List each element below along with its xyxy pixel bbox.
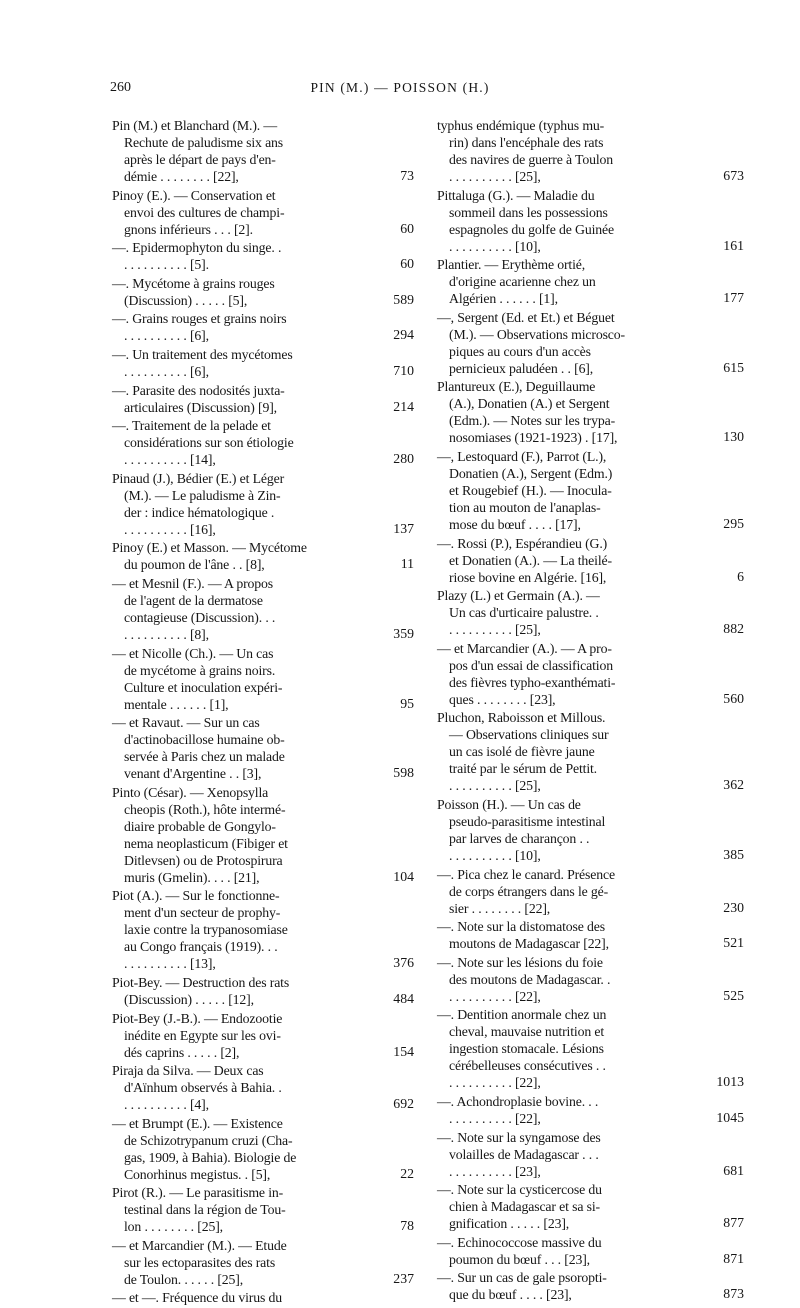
- entry-line: chien à Madagascar et sa si-: [449, 1199, 600, 1215]
- index-entry: [437, 709, 744, 794]
- entry-line: laxie contre la trypanosomiase: [124, 922, 288, 938]
- entry-line: de l'agent de la dermatose: [124, 592, 263, 608]
- entry-line: . . . . . . . . . . [25],: [449, 169, 541, 184]
- entry-line: —. Sur un cas de gale psoropti-: [437, 1270, 607, 1286]
- page-header: [0, 80, 800, 100]
- entry-line: —. Note sur la cysticercose du: [437, 1182, 602, 1198]
- page-reference: 692: [393, 1096, 414, 1112]
- page-reference: 161: [723, 237, 744, 253]
- entry-line: nema neoplasticum (Fibiger et: [124, 835, 288, 851]
- entry-line: du poumon de l'âne . . [8],: [124, 557, 265, 573]
- entry-line: contagieuse (Discussion). . .: [124, 609, 276, 625]
- entry-line: — et —. Fréquence du virus du: [112, 1290, 282, 1306]
- entry-line: —. Dentition anormale chez un: [437, 1007, 607, 1023]
- entry-line: et Rougebief (H.). — Inocula-: [449, 482, 612, 498]
- entry-line: cheval, mauvaise nutrition et: [449, 1024, 605, 1040]
- page-reference: 177: [723, 290, 744, 306]
- index-entry: [112, 417, 414, 468]
- entry-line: Poisson (H.). — Un cas de: [437, 796, 581, 812]
- entry-line: et Donatien (A.). — La theilé-: [449, 552, 612, 568]
- page-reference: 521: [723, 935, 744, 951]
- entry-line: sier . . . . . . . . [22],: [449, 900, 551, 916]
- index-entry: [437, 1269, 744, 1303]
- entry-line: Piot-Bey. — Destruction des rats: [112, 974, 290, 990]
- entry-line: —. Achondroplasie bovine. . .: [437, 1093, 599, 1109]
- entry-line: de corps étrangers dans le gé-: [449, 883, 609, 899]
- page-reference: 137: [393, 520, 414, 536]
- index-entry: [112, 346, 414, 380]
- entry-line: considérations sur son étiologie: [124, 435, 294, 451]
- page-reference: 525: [723, 987, 744, 1003]
- entry-line: der : indice hématologique .: [124, 504, 275, 520]
- page-reference: 376: [393, 955, 414, 971]
- entry-line: Pinaud (J.), Bédier (E.) et Léger: [112, 470, 285, 486]
- entry-line: rin) dans l'encéphale des rats: [449, 135, 604, 150]
- entry-line: (M.). — Observations microsco-: [449, 326, 625, 342]
- entry-line: des moutons de Madagascar. .: [449, 971, 611, 987]
- index-entry: [437, 587, 744, 638]
- entry-line: —, Lestoquard (F.), Parrot (L.),: [437, 448, 607, 464]
- page-reference: 589: [393, 291, 414, 307]
- entry-line: — et Ravaut. — Sur un cas: [112, 715, 260, 731]
- entry-line: Ditlevsen) ou de Protospirura: [124, 852, 283, 868]
- entry-line: inédite en Egypte sur les ovi-: [124, 1027, 281, 1043]
- entry-line: —. Un traitement des mycétomes: [112, 346, 293, 362]
- entry-line: (Discussion) . . . . . [5],: [124, 292, 248, 308]
- running-title: PIN (M.) — POISSON (H.): [310, 80, 490, 95]
- entry-line: de mycétome à grains noirs.: [124, 662, 276, 678]
- entry-line: de Toulon. . . . . . [25],: [124, 1271, 244, 1287]
- page-number: 260: [110, 80, 131, 95]
- index-entry: [112, 310, 414, 344]
- index-entry: [437, 1181, 744, 1232]
- index-entry: [437, 954, 744, 1005]
- entry-line: ingestion stomacale. Lésions: [449, 1041, 604, 1057]
- entry-line: piques au cours d'un accès: [449, 343, 591, 359]
- page-reference: 280: [393, 451, 414, 467]
- index-entry: [112, 974, 414, 1008]
- entry-line: Plantier. — Erythème ortié,: [437, 257, 586, 273]
- entry-line: mose du bœuf . . . . [17],: [449, 516, 581, 532]
- entry-line: gnons inférieurs . . . [2].: [124, 221, 253, 237]
- index-entry: [437, 378, 744, 446]
- entry-line: (Edm.). — Notes sur les trypa-: [449, 413, 616, 429]
- page-reference: 11: [400, 556, 414, 572]
- entry-line: Pinto (César). — Xenopsylla: [112, 784, 269, 800]
- entry-line: de Schizotrypanum cruzi (Cha-: [124, 1132, 293, 1148]
- entry-line: que du bœuf . . . . [23],: [449, 1287, 572, 1303]
- entry-line: au Congo français (1919). . .: [124, 939, 278, 955]
- index-entry: [112, 470, 414, 538]
- index-entry: [112, 382, 414, 416]
- page-reference: 6: [737, 568, 744, 584]
- entry-line: Rechute de paludisme six ans: [124, 135, 284, 150]
- entry-line: (Discussion) . . . . . [12],: [124, 991, 254, 1007]
- entry-line: lon . . . . . . . . [25],: [124, 1219, 223, 1235]
- page-reference: 22: [400, 1165, 414, 1181]
- entry-line: tion au mouton de l'anaplas-: [449, 499, 601, 515]
- index-entry: [437, 187, 744, 255]
- page-reference: 871: [723, 1250, 744, 1266]
- entry-line: . . . . . . . . . . [8],: [124, 626, 209, 642]
- index-entry: [437, 309, 744, 377]
- entry-line: Donatien (A.), Sergent (Edm.): [449, 465, 613, 481]
- index-entry: [112, 539, 414, 573]
- page-reference: 359: [393, 625, 414, 641]
- page-reference: 73: [400, 168, 414, 183]
- entry-line: Piraja da Silva. — Deux cas: [112, 1063, 264, 1079]
- page-reference: 1045: [716, 1109, 744, 1125]
- index-entry: [437, 117, 744, 185]
- entry-line: gnification . . . . . [23],: [449, 1216, 570, 1232]
- index-entry: [437, 1129, 744, 1180]
- entry-line: gas, 1909, à Bahia). Biologie de: [124, 1149, 297, 1165]
- entry-line: traité par le sérum de Pettit.: [449, 761, 597, 777]
- page-reference: 673: [723, 168, 744, 183]
- entry-line: . . . . . . . . . . [14],: [124, 452, 216, 468]
- index-entry: [112, 1289, 374, 1306]
- entry-line: d'Aïnhum observés à Bahia. .: [124, 1080, 282, 1096]
- entry-line: poumon du bœuf . . . [23],: [449, 1251, 590, 1267]
- index-entry: [437, 640, 744, 708]
- entry-line: Plazy (L.) et Germain (A.). —: [437, 588, 600, 604]
- entry-line: pos d'un essai de classification: [449, 657, 613, 673]
- entry-line: —. Note sur la syngamose des: [437, 1129, 601, 1145]
- page-reference: 295: [723, 515, 744, 531]
- entry-line: —. Traitement de la pelade et: [112, 418, 271, 434]
- index-entry: [112, 645, 414, 713]
- index-entry: [112, 1062, 414, 1113]
- entry-line: . . . . . . . . . . [4],: [124, 1097, 209, 1113]
- entry-line: —. Note sur la distomatose des: [437, 919, 605, 935]
- entry-line: articulaires (Discussion) [9],: [124, 399, 277, 415]
- entry-line: diaire probable de Gongylo-: [124, 818, 276, 834]
- page-reference: 154: [393, 1043, 414, 1059]
- entry-line: Pittaluga (G.). — Maladie du: [437, 187, 595, 203]
- entry-line: Un cas d'urticaire palustre. .: [449, 605, 599, 621]
- page-reference: 873: [723, 1286, 744, 1302]
- page-reference: 877: [723, 1215, 744, 1231]
- index-entry: [112, 887, 414, 972]
- page-reference: 681: [723, 1162, 744, 1178]
- entry-line: . . . . . . . . . . [10],: [449, 238, 541, 254]
- entry-line: — et Brumpt (E.). — Existence: [112, 1115, 283, 1131]
- index-column-left: [112, 117, 414, 1308]
- entry-line: des fièvres typho-exanthémati-: [449, 674, 616, 690]
- entry-line: . . . . . . . . . . [16],: [124, 521, 216, 537]
- entry-line: — Observations cliniques sur: [449, 727, 609, 743]
- index-entry: [112, 275, 414, 309]
- page-reference: 237: [393, 1270, 414, 1286]
- entry-line: . . . . . . . . . . [23],: [449, 1163, 541, 1179]
- index-entry: [437, 866, 744, 917]
- page-reference: 78: [400, 1218, 414, 1234]
- entry-line: riose bovine en Algérie. [16],: [449, 569, 607, 585]
- entry-line: Pirot (R.). — Le parasitisme in-: [112, 1185, 284, 1201]
- index-entry: [437, 918, 744, 952]
- index-entry: [112, 575, 414, 643]
- entry-line: —. Epidermophyton du singe. .: [112, 240, 282, 256]
- entry-line: (A.), Donatien (A.) et Sergent: [449, 396, 610, 412]
- entry-line: —, Sergent (Ed. et Et.) et Béguet: [437, 309, 615, 325]
- index-entry: [112, 1237, 414, 1288]
- entry-line: des navires de guerre à Toulon: [449, 152, 613, 167]
- entry-line: volailles de Madagascar . . .: [449, 1146, 599, 1162]
- entry-line: . . . . . . . . . . [25],: [449, 778, 541, 794]
- entry-line: cheopis (Roth.), hôte intermé-: [124, 801, 286, 817]
- entry-line: Pluchon, Raboisson et Millous.: [437, 710, 606, 726]
- entry-line: sommeil dans les possessions: [449, 204, 608, 220]
- entry-line: Pinoy (E.). — Conservation et: [112, 187, 276, 203]
- entry-line: servée à Paris chez un malade: [124, 749, 285, 765]
- entry-line: espagnoles du golfe de Guinée: [449, 221, 614, 237]
- entry-line: Conorhinus megistus. . [5],: [124, 1166, 271, 1182]
- page-reference: 484: [393, 990, 414, 1006]
- entry-line: nosomiases (1921-1923) . [17],: [449, 430, 618, 446]
- entry-line: Culture et inoculation expéri-: [124, 679, 283, 695]
- index-entry: [112, 239, 414, 273]
- entry-line: —. Echinococcose massive du: [437, 1234, 602, 1250]
- page-reference: 60: [400, 256, 414, 272]
- index-entry: [437, 256, 744, 307]
- page-reference: 385: [723, 846, 744, 862]
- entry-line: . . . . . . . . . . [13],: [124, 956, 216, 972]
- entry-line: d'actinobacillose humaine ob-: [124, 732, 285, 748]
- entry-line: Plantureux (E.), Deguillaume: [437, 379, 596, 395]
- entry-line: venant d'Argentine . . [3],: [124, 766, 262, 782]
- index-entry: [112, 1115, 414, 1183]
- index-entry: [437, 796, 744, 864]
- page-reference: 214: [393, 398, 414, 414]
- entry-line: . . . . . . . . . . [22],: [449, 1075, 541, 1091]
- entry-line: Piot (A.). — Sur le fonctionne-: [112, 888, 280, 904]
- page-reference: 615: [723, 359, 744, 375]
- page-reference: 130: [723, 429, 744, 445]
- entry-line: . . . . . . . . . . [25],: [449, 622, 541, 638]
- entry-line: ques . . . . . . . . [23],: [449, 691, 556, 707]
- entry-line: Pinoy (E.) et Masson. — Mycétome: [112, 540, 307, 556]
- page-reference: 882: [723, 621, 744, 637]
- entry-line: un cas isolé de fièvre jaune: [449, 744, 595, 760]
- page-reference: 230: [723, 899, 744, 915]
- page-reference: 560: [723, 690, 744, 706]
- index-entry: [112, 1184, 414, 1235]
- entry-line: cérébelleuses consécutives . .: [449, 1058, 606, 1074]
- entry-line: —. Grains rouges et grains noirs: [112, 311, 287, 327]
- page-reference: 598: [393, 765, 414, 781]
- entry-line: . . . . . . . . . . [5].: [124, 257, 209, 273]
- entry-line: dés caprins . . . . . [2],: [124, 1044, 240, 1060]
- entry-line: —. Parasite des nodosités juxta-: [112, 382, 285, 398]
- entry-line: —. Mycétome à grains rouges: [112, 275, 275, 291]
- page-reference: 362: [723, 777, 744, 793]
- entry-line: démie . . . . . . . . [22],: [124, 169, 239, 184]
- entry-line: pseudo-parasitisme intestinal: [449, 813, 606, 829]
- entry-line: muris (Gmelin). . . . [21],: [124, 869, 260, 885]
- entry-line: . . . . . . . . . . [22],: [449, 1110, 541, 1126]
- entry-line: . . . . . . . . . . [6],: [124, 328, 209, 344]
- page-reference: 104: [393, 868, 414, 884]
- page-reference: 294: [393, 327, 414, 343]
- index-entry: [112, 714, 414, 782]
- index-entry: [112, 187, 414, 238]
- entry-line: Pin (M.) et Blanchard (M.). —: [112, 118, 278, 133]
- entry-line: — et Marcandier (A.). — A pro-: [437, 640, 612, 656]
- entry-line: Piot-Bey (J.-B.). — Endozootie: [112, 1010, 283, 1026]
- entry-line: . . . . . . . . . . [22],: [449, 988, 541, 1004]
- entry-line: (M.). — Le paludisme à Zin-: [124, 487, 281, 503]
- entry-line: Algérien . . . . . . [1],: [449, 291, 558, 307]
- entry-line: —. Pica chez le canard. Présence: [437, 866, 615, 882]
- index-entry: [112, 1010, 414, 1061]
- page-reference: 95: [400, 695, 414, 711]
- entry-line: typhus endémique (typhus mu-: [437, 118, 605, 133]
- entry-line: pernicieux paludéen . . [6],: [449, 360, 594, 376]
- entry-line: — et Mesnil (F.). — A propos: [112, 575, 274, 591]
- index-entry: [437, 1234, 744, 1268]
- entry-line: envoi des cultures de champi-: [124, 204, 285, 220]
- entry-line: — et Marcandier (M.). — Etude: [112, 1237, 287, 1253]
- page-reference: 1013: [716, 1074, 744, 1090]
- index-entry: [112, 117, 414, 185]
- index-entry: [437, 535, 744, 586]
- entry-line: après le départ de pays d'en-: [124, 152, 276, 167]
- entry-line: ment d'un secteur de prophy-: [124, 905, 281, 921]
- entry-line: . . . . . . . . . . [10],: [449, 847, 541, 863]
- entry-line: —. Note sur les lésions du foie: [437, 954, 603, 970]
- page-reference: 710: [393, 362, 414, 378]
- index-entry: [437, 448, 744, 533]
- entry-line: testinal dans la région de Tou-: [124, 1202, 286, 1218]
- index-entry: [437, 1006, 744, 1091]
- index-entry: [112, 784, 414, 886]
- index-column-right: [437, 117, 744, 1305]
- entry-line: moutons de Madagascar [22],: [449, 936, 609, 952]
- entry-line: mentale . . . . . . [1],: [124, 696, 229, 712]
- entry-line: sur les ectoparasites des rats: [124, 1254, 276, 1270]
- entry-line: —. Rossi (P.), Espérandieu (G.): [437, 535, 608, 551]
- entry-line: d'origine acarienne chez un: [449, 274, 596, 290]
- entry-line: par larves de charançon . .: [449, 830, 590, 846]
- page-reference: 60: [400, 220, 414, 236]
- index-entry: [437, 1093, 744, 1127]
- entry-line: — et Nicolle (Ch.). — Un cas: [112, 645, 274, 661]
- entry-line: . . . . . . . . . . [6],: [124, 363, 209, 379]
